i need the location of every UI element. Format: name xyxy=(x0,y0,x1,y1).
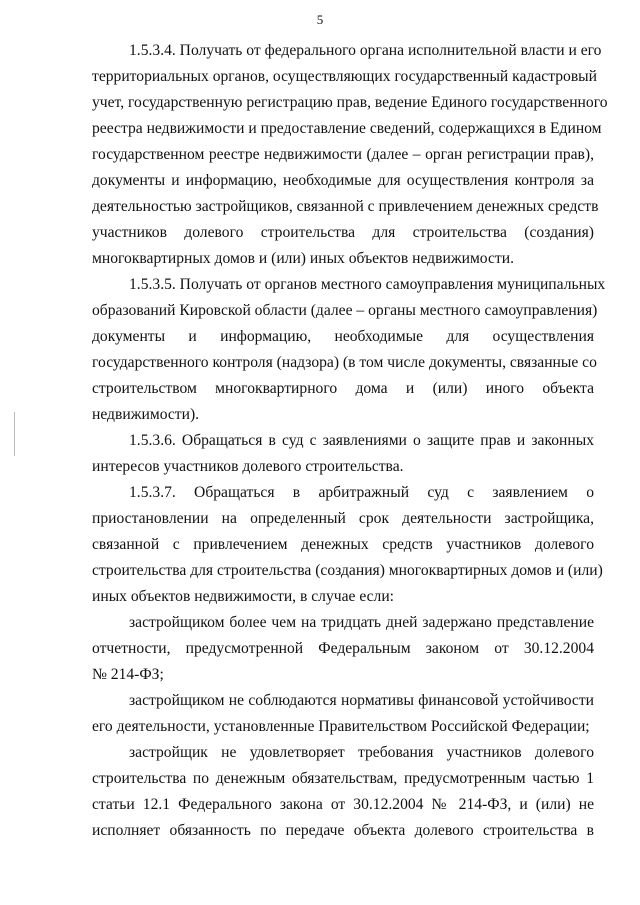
text-line: территориальных органов, осуществляющих государственный кадастровый xyxy=(92,68,597,85)
text-line: документы и информацию, необходимые для осуществления контроля за xyxy=(92,172,594,189)
text-line: отчетности, предусмотренной Федеральным законом от 30.12.2004 xyxy=(92,640,594,657)
paragraph-1-5-3-4 xyxy=(92,38,608,272)
paragraph-1-5-3-7 xyxy=(92,480,603,610)
text-line: участников долевого строительства для строительства (создания) xyxy=(92,224,594,241)
text-line: исполняет обязанность по передаче объекта долевого строительства в xyxy=(92,822,594,839)
text-line: застройщиком не соблюдаются нормативы финансовой устойчивости xyxy=(129,692,594,709)
text-line: приостановлении на определенный срок деятельности застройщика, xyxy=(92,510,594,527)
text-line: иных объектов недвижимости, в случае если: xyxy=(92,588,395,605)
text-line: его деятельности, установленные Правительством Российской Федерации; xyxy=(92,718,590,735)
text-line: деятельностью застройщиков, связанной с привлечением денежных средств xyxy=(92,198,599,215)
text-line: многоквартирных домов и (или) иных объектов недвижимости. xyxy=(92,250,514,267)
text-line: учет, государственную регистрацию прав, ведение Единого государственного xyxy=(92,94,608,111)
text-line: связанной с привлечением денежных средств участников долевого xyxy=(92,536,594,553)
text-line: строительства для строительства (создания) многоквартирных домов и (или) xyxy=(92,562,603,579)
text-line: недвижимости). xyxy=(92,406,200,423)
text-line: реестра недвижимости и предоставление сведений, содержащихся в Едином xyxy=(92,120,602,137)
text-line: № 214-ФЗ; xyxy=(92,666,164,683)
paragraph-1-5-3-5 xyxy=(92,272,606,428)
text-line: строительства по денежным обязательствам, предусмотренным частью 1 xyxy=(92,770,594,787)
text-line: документы и информацию, необходимые для осуществления xyxy=(92,328,594,345)
text-line: 1.5.3.4. Получать от федерального органа исполнительной власти и его xyxy=(129,42,602,59)
condition-item-financial-norms xyxy=(92,688,594,740)
paragraph-1-5-3-6 xyxy=(92,428,594,480)
text-line: 1.5.3.5. Получать от органов местного самоуправления муниципальных xyxy=(129,276,606,293)
text-line: 1.5.3.7. Обращаться в арбитражный суд с заявлением о xyxy=(129,484,594,501)
text-line: застройщиком более чем на тридцать дней задержано представление xyxy=(129,614,594,631)
text-line: образований Кировской области (далее – органы местного самоуправления) xyxy=(92,302,598,319)
text-line: строительством многоквартирного дома и (или) иного объекта xyxy=(92,380,594,397)
text-line: интересов участников долевого строительства. xyxy=(92,458,404,475)
text-line: 1.5.3.6. Обращаться в суд с заявлениями о защите прав и законных xyxy=(129,432,594,449)
condition-item-reporting xyxy=(92,610,594,688)
scan-margin-mark xyxy=(14,412,15,456)
condition-item-obligations xyxy=(92,740,594,844)
text-line: государственного контроля (надзора) (в том числе документы, связанные со xyxy=(92,354,597,371)
text-line: статьи 12.1 Федерального закона от 30.12.2004 № 214-ФЗ, и (или) не xyxy=(92,796,594,813)
page-number: 5 xyxy=(316,12,324,27)
document-body xyxy=(92,38,608,844)
text-line: застройщик не удовлетворяет требования участников долевого xyxy=(129,744,594,761)
text-line: государственном реестре недвижимости (далее – орган регистрации прав), xyxy=(92,146,594,163)
